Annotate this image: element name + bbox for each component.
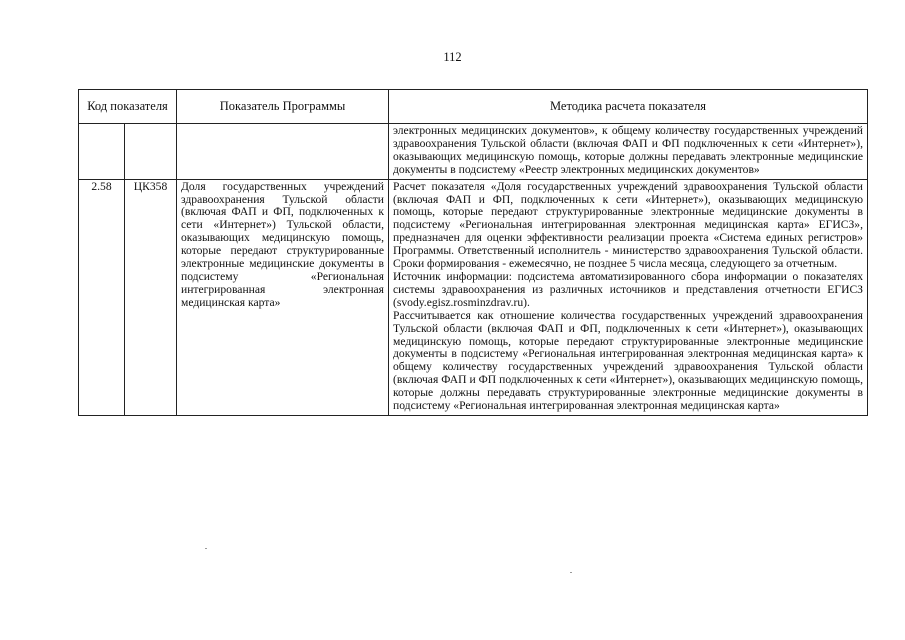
cell-empty-indicator <box>177 124 389 180</box>
method-paragraph-formula: Рассчитывается как отношение количества государственных учреждений здравоохранения Тульской области (включая ФАП и ФП, подключенных к сети «Интернет»), оказывающих медицинскую помощь, которые передают структурированные электронные медицинские документы в подсистему «Региональная интегрированная электронная медицинская карта» к общему количеству государственных учреждений здравоохранения Тульской области (включая ФАП и ФП подключенных к сети «Интернет»), оказывающих медицинскую помощь, которые должны передавать структурированные электронные медицинские документы в подсистему «Региональная интегрированная электронная медицинская карта» <box>393 308 863 413</box>
header-code: Код показателя <box>79 90 177 124</box>
page-number: 112 <box>443 50 462 64</box>
scan-speck <box>205 548 207 549</box>
cell-method-continuation: электронных медицинских документов», к общему количеству государственных учреждений здравоохранения Тульской области (включая ФАП и ФП подключенных к сети «Интернет»), оказывающих медицинскую помощь, которые должны передавать электронные медицинские документы в подсистему «Реестр электронных медицинских документов» <box>389 124 868 180</box>
header-indicator: Показатель Программы <box>177 90 389 124</box>
table-row <box>79 179 868 415</box>
cell-empty-number <box>79 124 125 180</box>
header-method: Методика расчета показателя <box>389 90 868 124</box>
cell-indicator: Доля государственных учреждений здравоохранения Тульской области (включая ФАП и ФП, подключенных к сети «Интернет») Тульской области, оказывающих медицинскую помощь, которые передают структурированные электронные медицинские документы в подсистему «Региональная интегрированная электронная медицинская карта» <box>177 179 389 415</box>
cell-method <box>389 179 868 415</box>
cell-row-code: ЦК358 <box>125 179 177 415</box>
table-header-row <box>79 90 868 124</box>
cell-empty-code <box>125 124 177 180</box>
table-row-continuation <box>79 124 868 180</box>
cell-row-number: 2.58 <box>79 179 125 415</box>
method-paragraph-calculation: Расчет показателя «Доля государственных учреждений здравоохранения Тульской области (включая ФАП и ФП, подключенных к сети «Интернет»), оказывающих медицинскую помощь, которые передают структурированные электронные медицинские документы в подсистему «Региональная интегрированная электронная медицинская карта» ЕГИСЗ», предназначен для оценки эффективности реализации проекта «Система единых регистров» Программы. Ответственный исполнитель - министерство здравоохранения Тульской области. Сроки формирования - ежемесячно, не позднее 5 числа месяца, следующего за отчетным. <box>393 179 863 271</box>
method-paragraph-source: Источник информации: подсистема автоматизированного сбора информации о показателях системы здравоохранения из различных источников и представления отчетности ЕГИСЗ (svody.egisz.rosminzdrav.ru). <box>393 269 863 309</box>
scan-speck <box>570 572 572 573</box>
indicator-table <box>78 89 868 416</box>
